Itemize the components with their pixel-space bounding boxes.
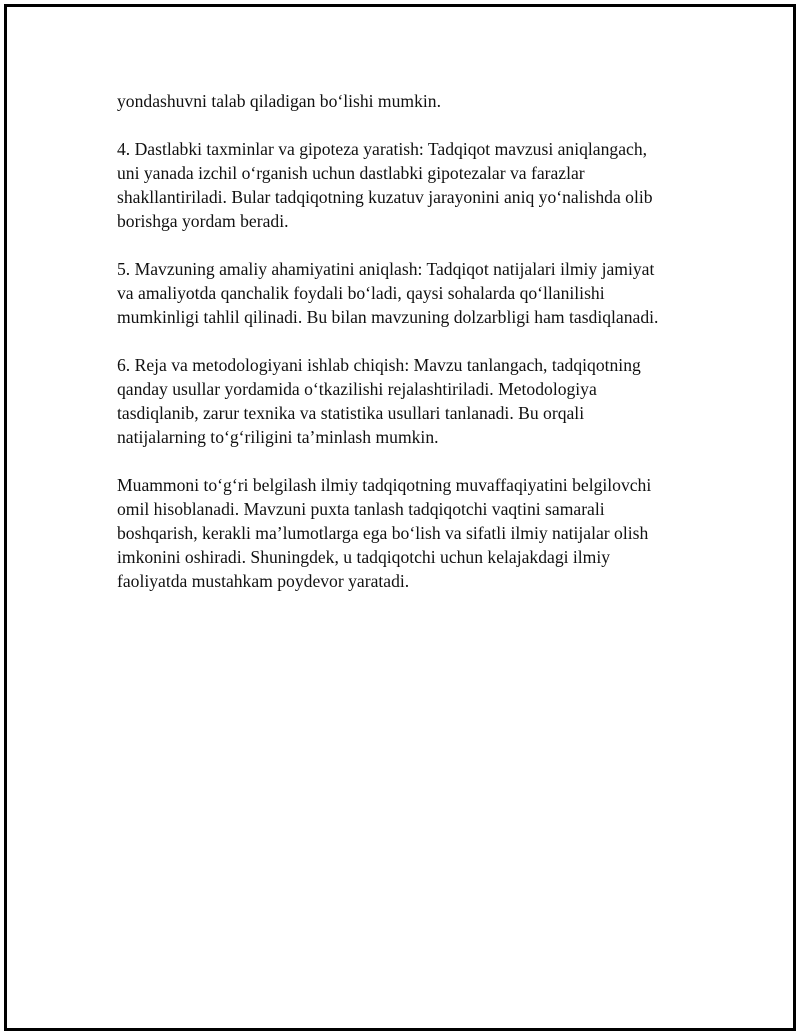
text-line: tasdiqlanib, zarur texnika va statistika usullari tanlanadi. Bu orqali [117,403,585,423]
text-line: 4. Dastlabki taxminlar va gipoteza yaratish: Tadqiqot mavzusi aniqlangach, [117,139,648,159]
text-line: borishga yordam beradi. [117,211,289,231]
paragraph-continuation [117,89,689,113]
text-line: imkonini oshiradi. Shuningdek, u tadqiqotchi uchun kelajakdagi ilmiy [117,547,611,567]
text-line: boshqarish, kerakli ma’lumotlarga ega bo‘lish va sifatli ilmiy natijalar olish [117,523,649,543]
text-line: Muammoni to‘g‘ri belgilash ilmiy tadqiqotning muvaffaqiyatini belgilovchi [117,475,652,495]
paragraph-item-4 [117,137,689,233]
paragraph-item-5 [117,257,689,329]
text-line: va amaliyotda qanchalik foydali bo‘ladi, qaysi sohalarda qo‘llanilishi [117,283,605,303]
paragraph-item-6 [117,353,689,449]
text-line: mumkinligi tahlil qilinadi. Bu bilan mavzuning dolzarbligi ham tasdiqlanadi. [117,307,659,327]
text-line: omil hisoblanadi. Mavzuni puxta tanlash tadqiqotchi vaqtini samarali [117,499,605,519]
text-line: 5. Mavzuning amaliy ahamiyatini aniqlash: Tadqiqot natijalari ilmiy jamiyat [117,259,655,279]
text-line: natijalarning to‘g‘riligini ta’minlash mumkin. [117,427,439,447]
text-line: yondashuvni talab qiladigan bo‘lishi mumkin. [117,91,441,111]
text-line: shakllantiriladi. Bular tadqiqotning kuzatuv jarayonini aniq yo‘nalishda olib [117,187,653,207]
text-line: uni yanada izchil o‘rganish uchun dastlabki gipotezalar va farazlar [117,163,585,183]
text-line: faoliyatda mustahkam poydevor yaratadi. [117,571,410,591]
text-line: qanday usullar yordamida o‘tkazilishi rejalashtiriladi. Metodologiya [117,379,597,399]
paragraph-conclusion [117,473,689,593]
text-line: 6. Reja va metodologiyani ishlab chiqish: Mavzu tanlangach, tadqiqotning [117,355,641,375]
page-body [117,89,689,593]
